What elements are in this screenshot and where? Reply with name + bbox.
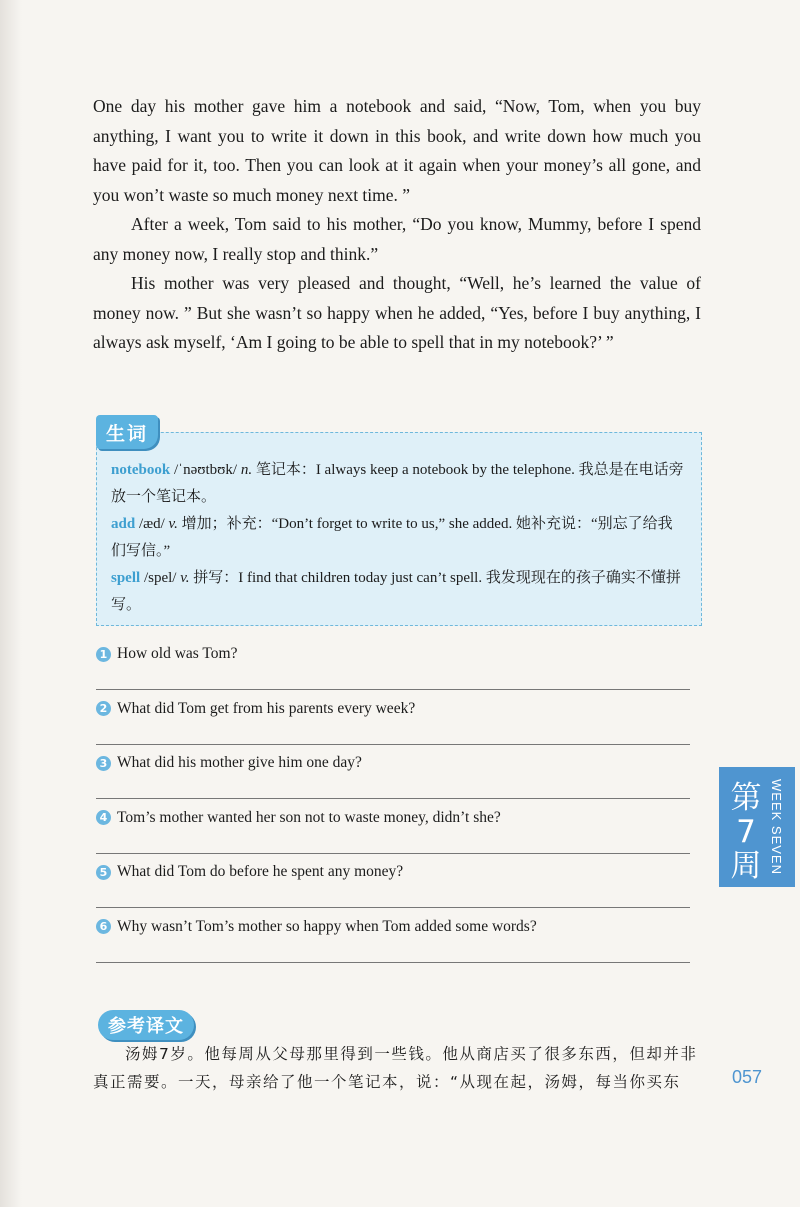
question-text: How old was Tom? (117, 645, 238, 662)
vocab-word: notebook (111, 462, 171, 478)
page-gutter-shadow (0, 0, 22, 1207)
question-item (96, 700, 690, 755)
vocab-word: add (111, 516, 136, 532)
week-chinese-label (729, 781, 763, 883)
vocab-part-of-speech: v. (168, 516, 178, 532)
question-number-badge: 5 (96, 865, 111, 880)
question-text: What did Tom do before he spent any money? (117, 863, 404, 880)
question-text: What did his mother give him one day? (117, 754, 362, 771)
vocab-definition: 拼写：I find that children today just can’t spell. 我发现现在的孩子确实不懂拼写。 (111, 570, 681, 613)
week-english-label: WEEK SEVEN (769, 779, 784, 875)
question-number-badge: 2 (96, 701, 111, 716)
question-item (96, 754, 690, 809)
reference-translation-badge: 参考译文 (98, 1010, 194, 1040)
question-number-badge: 6 (96, 919, 111, 934)
question-item (96, 645, 690, 700)
story-paragraph-2: After a week, Tom said to his mother, “Do you know, Mummy, before I spend any money now, I really stop and think.” (93, 214, 701, 264)
vocab-pronunciation: /ˈnəʊtbʊk/ (173, 462, 238, 478)
week-cn-number: 7 (736, 814, 756, 850)
vocab-entry-spell (111, 565, 687, 619)
question-number-badge: 3 (96, 756, 111, 771)
answer-line[interactable] (96, 853, 690, 854)
question-text: Tom’s mother wanted her son not to waste money, didn’t she? (117, 808, 501, 826)
answer-line[interactable] (96, 689, 690, 690)
week-seven-tab (719, 767, 795, 887)
vocab-definition: 增加；补充：“Don’t forget to write to us,” she added. 她补充说：“别忘了给我们写信。” (111, 516, 673, 559)
story-text (93, 92, 701, 358)
reference-paragraph: 汤姆7岁。他每周从父母那里得到一些钱。他从商店买了很多东西，但却并非真正需要。一天，母亲给了他一个笔记本，说：“从现在起，汤姆，每当你买东 (93, 1045, 698, 1091)
question-item (96, 918, 690, 973)
question-item (96, 809, 690, 864)
answer-line[interactable] (96, 744, 690, 745)
question-text: Why wasn’t Tom’s mother so happy when Tom added some words? (117, 917, 537, 935)
reference-translation-text (93, 1040, 703, 1096)
question-number-badge: 4 (96, 810, 111, 825)
week-cn-char: 周 (730, 848, 762, 884)
question-number-badge: 1 (96, 647, 111, 662)
vocab-entry-add (111, 511, 687, 565)
answer-line[interactable] (96, 907, 690, 908)
vocab-definition: 笔记本：I always keep a notebook by the telephone. 我总是在电话旁放一个笔记本。 (111, 462, 684, 505)
questions-list (96, 645, 690, 972)
vocab-part-of-speech: v. (180, 570, 190, 586)
vocab-part-of-speech: n. (240, 462, 253, 478)
story-paragraph-1: One day his mother gave him a notebook and said, “Now, Tom, when you buy anything, I want you to write it down in this book, and write down how much you have paid for it, too. Then you can look at it again when your money’s all gone, and you won’t waste so much money next time. ” (93, 96, 701, 205)
vocabulary-title-badge: 生词 (96, 415, 158, 449)
question-item (96, 863, 690, 918)
answer-line[interactable] (96, 798, 690, 799)
vocabulary-box (96, 432, 702, 626)
week-cn-char: 第 (730, 780, 762, 816)
story-paragraph-3: His mother was very pleased and thought, “Well, he’s learned the value of money now. ” But she wasn’t so happy when he added, “Yes, before I buy anything, I always ask myself, ‘Am I going to be able to spell that in my notebook?’ ” (93, 273, 701, 352)
vocab-pronunciation: /æd/ (138, 516, 165, 532)
vocab-pronunciation: /spel/ (143, 570, 177, 586)
question-text: What did Tom get from his parents every week? (117, 699, 416, 717)
answer-line[interactable] (96, 962, 690, 963)
vocab-entry-notebook (111, 457, 687, 511)
vocab-word: spell (111, 570, 141, 586)
page-number: 057 (732, 1067, 763, 1087)
